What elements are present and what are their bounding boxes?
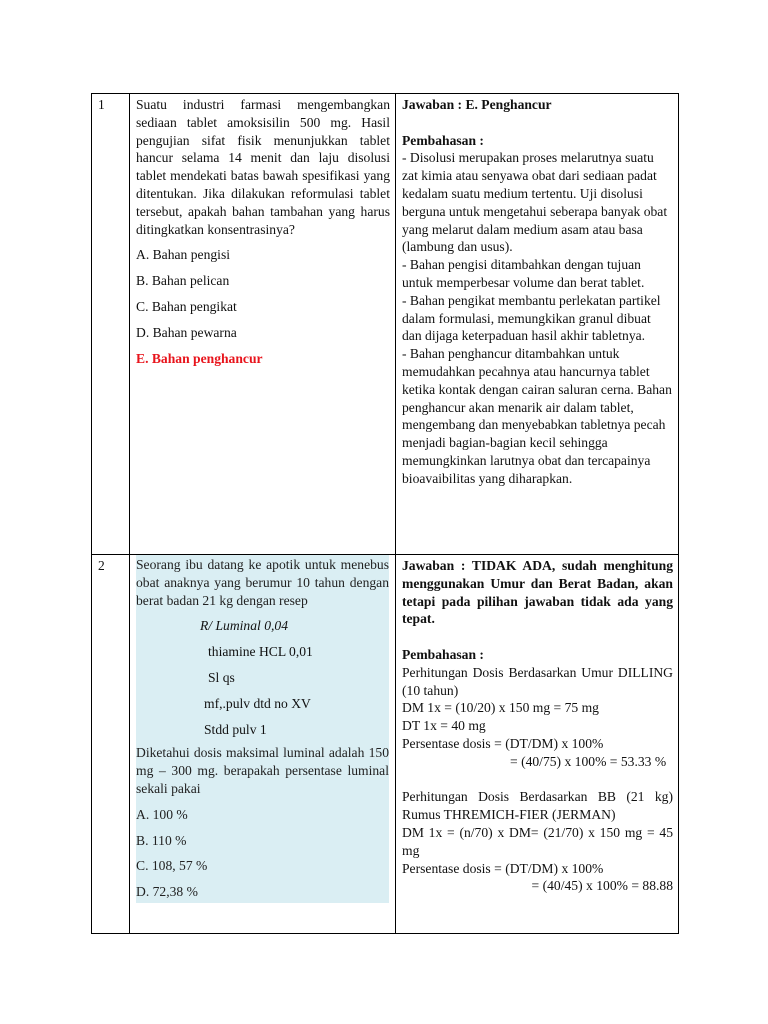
recipe-line-text: R/ Luminal 0,04 xyxy=(200,618,288,634)
calc-line: Persentase dosis = (DT/DM) x 100% xyxy=(402,735,604,751)
question-text: Diketahui dosis maksimal luminal adalah 150 mg – 300 mg. berapakah persentase luminal sekali pakai xyxy=(136,745,389,796)
recipe-line: Sl qs xyxy=(208,669,235,685)
calc-line: Perhitungan Dosis Berdasarkan BB (21 kg) Rumus THREMICH-FIER (JERMAN) xyxy=(402,789,673,823)
calc-line: DT 1x = 40 mg xyxy=(402,718,486,734)
option-d: D. Bahan pewarna xyxy=(136,324,237,340)
question-number: 2 xyxy=(92,555,130,934)
option-d: D. 72,38 % xyxy=(136,884,198,900)
calc-result: = (40/75) x 100% = 53.33 % xyxy=(510,753,667,769)
option-a: A. 100 % xyxy=(136,806,188,822)
discussion-paragraph: - Bahan penghancur ditambahkan untuk memudahkan pecahnya atau hancurnya tablet ketika kontak dengan cairan saluran cerna. Bahan penghancur akan menarik air dalam tablet, mengembang dan menyebabkan tabletnya pecah menjadi bagian-bagian kecil sehingga memungkinkan larutnya obat dan tercapainya bioavaibilitas yang diharapkan. xyxy=(402,346,672,486)
question-number: 1 xyxy=(92,94,130,555)
answer-cell xyxy=(396,555,679,934)
table-row xyxy=(92,94,679,555)
question-cell xyxy=(130,94,396,555)
option-b: B. Bahan pelican xyxy=(136,273,230,289)
discussion-paragraph: - Disolusi merupakan proses melarutnya suatu zat kimia atau senyawa obat dari sediaan padat kedalam suatu medium tertentu. Uji disolusi berguna untuk mengetahui seberapa banyak obat yang melarut dalam medium asam atau basa (lambung dan usus). xyxy=(402,150,668,255)
answer-cell xyxy=(396,94,679,555)
calc-line: DM 1x = (n/70) x DM= (21/70) x 150 mg = 45 mg xyxy=(402,824,673,858)
recipe-line: mf,.pulv dtd no XV xyxy=(204,695,311,711)
discussion-title: Pembahasan : xyxy=(402,646,484,662)
discussion-paragraph: - Bahan pengisi ditambahkan dengan tujuan untuk memperbesar volume dan berat tablet. xyxy=(402,257,645,290)
recipe-line xyxy=(136,617,389,635)
option-b: B. 110 % xyxy=(136,832,187,848)
calc-line: Persentase dosis = (DT/DM) x 100% xyxy=(402,860,604,876)
highlighted-question xyxy=(136,555,389,903)
discussion-paragraph: - Bahan pengikat membantu perlekatan partikel dalam formulasi, memungkikan granul dibuat dan dijaga keterpaduan hasil akhir tabletnya. xyxy=(402,292,661,344)
table-row xyxy=(92,555,679,934)
option-e-correct: E. Bahan penghancur xyxy=(136,350,263,366)
question-text: Seorang ibu datang ke apotik untuk menebus obat anaknya yang berumur 10 tahun dengan berat badan 21 kg dengan resep xyxy=(136,557,389,608)
discussion-title: Pembahasan : xyxy=(402,132,484,148)
calc-line: DM 1x = (10/20) x 150 mg = 75 mg xyxy=(402,700,599,716)
option-a: A. Bahan pengisi xyxy=(136,247,231,263)
recipe-line: Stdd pulv 1 xyxy=(204,721,267,737)
recipe-line: thiamine HCL 0,01 xyxy=(208,644,313,660)
calc-line: Perhitungan Dosis Berdasarkan Umur DILLING (10 tahun) xyxy=(402,664,673,698)
calc-result: = (40/45) x 100% = 88.88 xyxy=(531,878,673,894)
question-text: Suatu industri farmasi mengembangkan sediaan tablet amoksisilin 500 mg. Hasil pengujian sifat fisik menunjukkan tablet hancur selama 14 menit dan laju disolusi tablet mendekati batas bawah spesifikasi yang ditentukan. Jika dilakukan reformulasi tablet tersebut, apakah bahan tambahan yang harus ditingkatkan konsentrasinya? xyxy=(136,97,390,237)
answer-text: Jawaban : E. Penghancur xyxy=(402,97,552,112)
question-cell xyxy=(130,555,396,934)
option-c: C. Bahan pengikat xyxy=(136,298,237,314)
option-c: C. 108, 57 % xyxy=(136,858,208,874)
answer-text: Jawaban : TIDAK ADA, sudah menghitung menggunakan Umur dan Berat Badan, akan tetapi pada pilihan jawaban tidak ada yang tepat. xyxy=(402,558,673,627)
question-table xyxy=(91,93,679,934)
